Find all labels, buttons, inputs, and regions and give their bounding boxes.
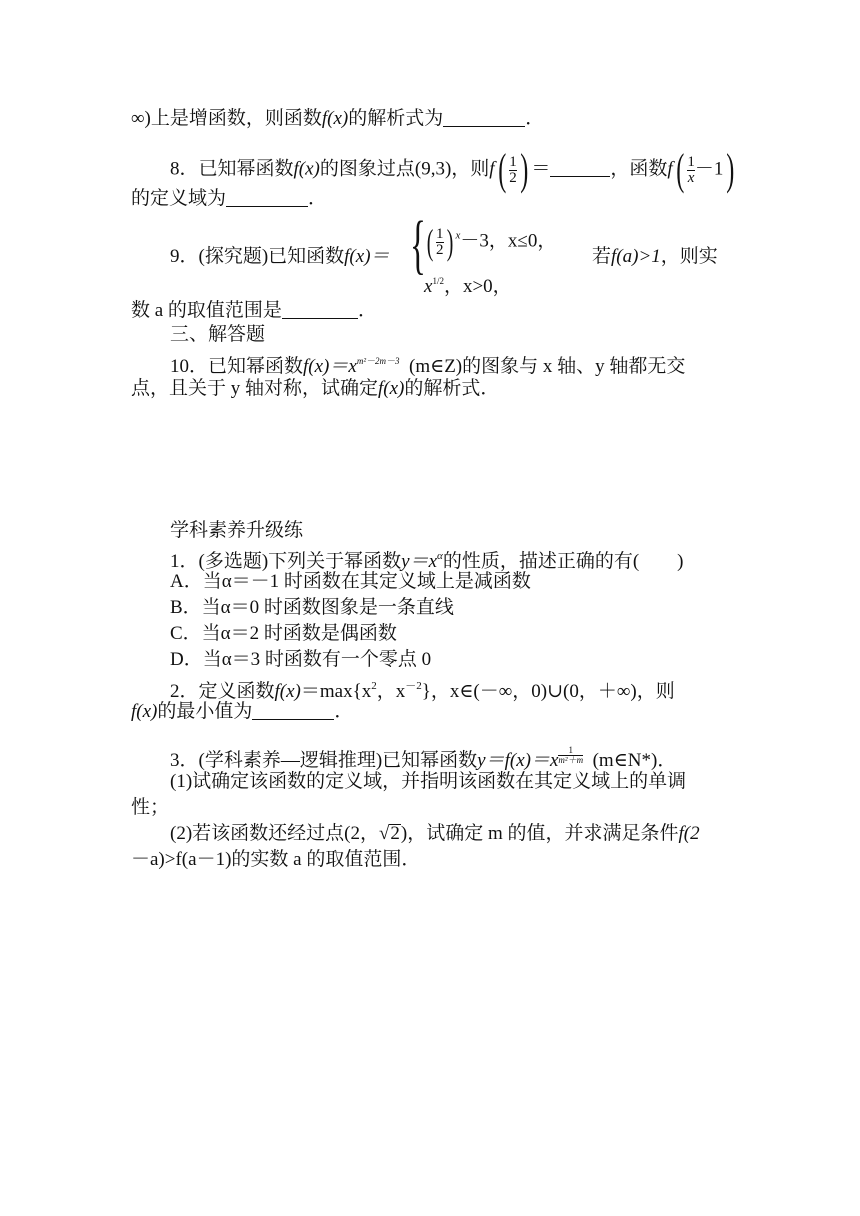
question-10: 10．已知幂函数$f(x)=x^{m^2-2m-3}$ (m∈Z)的图象与 x 轴、y 轴都无交: [170, 356, 686, 377]
section-title: 学科素养升级练: [170, 520, 304, 541]
question-9-line2: 数 a 的取值范围是 ．: [131, 300, 377, 321]
piecewise-brace: {: [410, 208, 426, 281]
option-a: A．当α＝－1 时函数在其定义域上是减函数: [170, 571, 531, 592]
option-d: D．当α＝3 时函数有一个零点 0: [170, 649, 432, 670]
line-infinity: ∞)上是增函数，则函数f(x)的解析式为 ．: [131, 108, 545, 129]
practice-3: 3．(学科素养—逻辑推理)已知幂函数y＝f(x)＝x $^{\frac{1}{\text{m²＋m}}}$ (m∈N*)．: [170, 745, 677, 771]
option-c: C．当α＝2 时函数是偶函数: [170, 623, 397, 644]
question-8: 8．已知幂函数f(x)的图象过点(9,3)，则f( $\frac{1}{2}$ ) ＝ ，函数f( $\frac{1}{x}$ －1): [170, 145, 735, 194]
question-8-line2: 的定义域为 ．: [131, 188, 328, 209]
practice-1: 1．(多选题)下列关于幂函数$y=x^\alpha$的性质，描述正确的有( ): [170, 550, 684, 572]
practice-3-part2: (2)若该函数还经过点(2，√2)，试确定 m 的值，并求满足条件f(2: [170, 823, 700, 844]
practice-2-line2: f(x)的最小值为 ．: [131, 701, 354, 722]
question-10-line2: 点，且关于 y 轴对称，试确定f(x)的解析式．: [131, 378, 500, 399]
practice-3-part2-cont: －a)>f(a－1)的实数 a 的取值范围．: [131, 849, 421, 870]
fraction-half: $\frac{1}{2}$: [509, 153, 517, 186]
section-heading: 三、解答题: [170, 324, 266, 345]
piecewise-case-2: $x^{1/2}$，x>0，: [424, 276, 512, 297]
question-9: 9．(探究题)已知函数f(x)＝: [170, 246, 390, 267]
answer-blank[interactable]: [282, 300, 358, 319]
answer-blank[interactable]: [226, 188, 308, 207]
answer-blank[interactable]: [550, 158, 610, 177]
fraction-one-over-x: $\frac{1}{x}$: [687, 153, 695, 186]
question-9-condition: 若f(a)>1，则实: [592, 246, 718, 267]
piecewise-case-1: ( $\frac{1}{2}$ ) $^x$－3，x≤0，: [426, 222, 557, 262]
practice-2: 2．定义函数$f(x)=\max\{x^2$，$x^{-2}$}，x∈(－∞，0)∪(0，＋∞)，则: [170, 680, 675, 702]
option-b: B．当α＝0 时函数图象是一条直线: [170, 597, 454, 618]
answer-blank[interactable]: [252, 701, 334, 720]
practice-3-part1-cont: 性；: [131, 797, 170, 818]
answer-blank[interactable]: [443, 108, 525, 127]
practice-3-part1: (1)试确定该函数的定义域，并指明该函数在其定义域上的单调: [170, 771, 687, 792]
